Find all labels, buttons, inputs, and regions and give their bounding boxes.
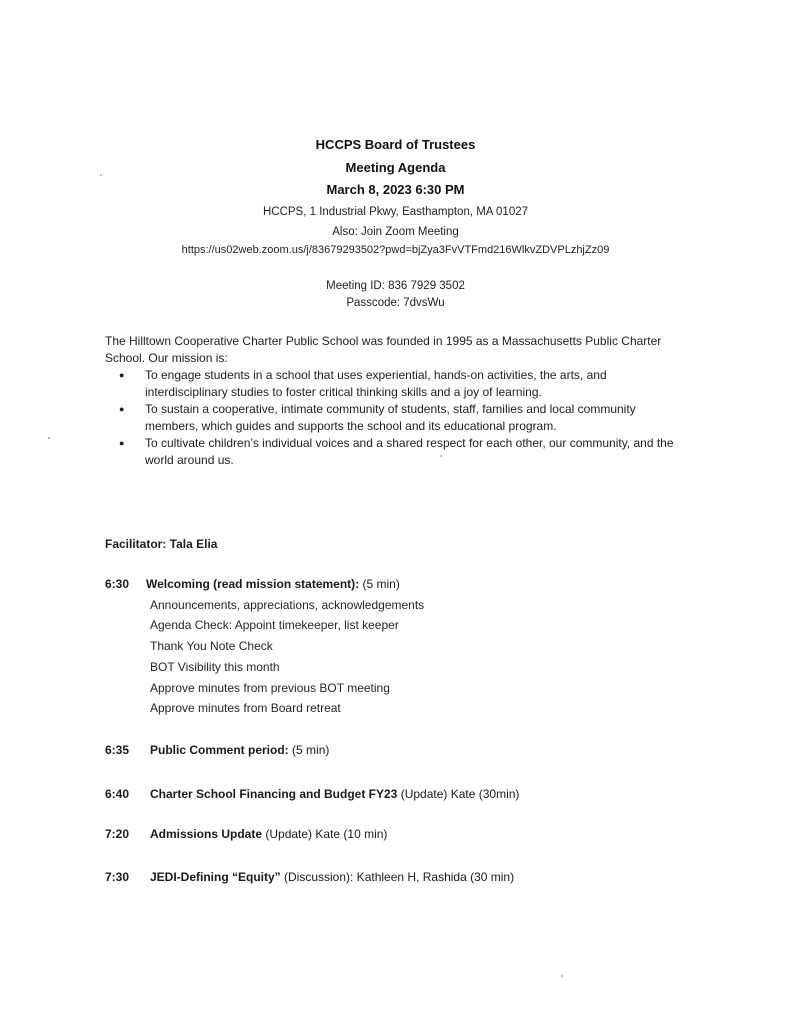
mission-list	[105, 367, 685, 469]
agenda-item-detail: (5 min)	[288, 743, 330, 757]
facilitator: Facilitator: Tala Elia	[105, 537, 218, 551]
agenda-time: 7:30	[105, 870, 130, 884]
passcode: Passcode: 7dvsWu	[346, 297, 445, 309]
agenda-item-detail: (Discussion): Kathleen H, Rashida (30 min)	[280, 870, 515, 884]
agenda-time: 6:40	[105, 787, 130, 801]
agenda-item-title: Charter School Financing and Budget FY23	[150, 787, 398, 801]
agenda-item	[150, 743, 329, 757]
mission-section	[105, 333, 685, 469]
scan-speck	[561, 975, 563, 977]
agenda-item-detail: (5 min)	[359, 577, 400, 591]
agenda-item-title: Admissions Update	[150, 827, 263, 841]
mission-intro: The Hilltown Cooperative Charter Public School was founded in 1995 as a Massachusetts Public Charter School. Our mission is:	[105, 334, 662, 365]
agenda-item-title: Public Comment period:	[150, 743, 289, 757]
scan-speck	[48, 437, 50, 439]
agenda-time: 6:30	[105, 577, 130, 591]
meeting-datetime: March 8, 2023 6:30 PM	[326, 182, 465, 197]
mission-bullet: ● To engage students in a school that uses experiential, hands-on activities, the arts, and interdisciplinary studies to foster critical thinking skills and a joy of learning.	[145, 367, 685, 401]
agenda-item-detail: (Update) Kate (30min)	[397, 787, 520, 801]
agenda-item	[150, 787, 519, 801]
meeting-id: Meeting ID: 836 7929 3502	[326, 280, 465, 292]
agenda-time: 7:20	[105, 827, 130, 841]
meeting-address: HCCPS, 1 Industrial Pkwy, Easthampton, MA 01027	[262, 206, 529, 218]
zoom-link[interactable]: https://us02web.zoom.us/j/83679293502?pwd=bjZya3FvVTFmd216WlkvZDVPLzhjZz09	[181, 244, 610, 256]
scan-speck	[100, 174, 102, 176]
agenda-subitem: BOT Visibility this month	[150, 660, 280, 674]
scan-speck	[440, 455, 442, 457]
agenda-subitem: Agenda Check: Appoint timekeeper, list keeper	[150, 618, 399, 632]
agenda-time: 6:35	[105, 743, 130, 757]
agenda-item	[150, 870, 514, 884]
agenda-item-detail: (Update) Kate (10 min)	[262, 827, 388, 841]
agenda-item	[146, 577, 400, 591]
mission-bullet: ● To sustain a cooperative, intimate community of students, staff, families and local community members, which guides and supports the school and its educational program.	[145, 401, 685, 435]
org-title: HCCPS Board of Trustees	[315, 137, 476, 152]
agenda-subitem: Thank You Note Check	[150, 639, 273, 653]
zoom-label: Also: Join Zoom Meeting	[332, 226, 459, 238]
agenda-item-title: Welcoming (read mission statement):	[146, 577, 360, 591]
agenda-subitem: Approve minutes from previous BOT meeting	[150, 681, 390, 695]
mission-bullet: ● To cultivate children’s individual voices and a shared respect for each other, our community, and the world around us.	[145, 435, 685, 469]
agenda-subitem: Announcements, appreciations, acknowledgements	[150, 598, 425, 612]
agenda-item	[150, 827, 387, 841]
agenda-subitem: Approve minutes from Board retreat	[150, 701, 341, 715]
agenda-item-title: JEDI-Defining “Equity”	[150, 870, 281, 884]
document-title: Meeting Agenda	[345, 160, 446, 175]
